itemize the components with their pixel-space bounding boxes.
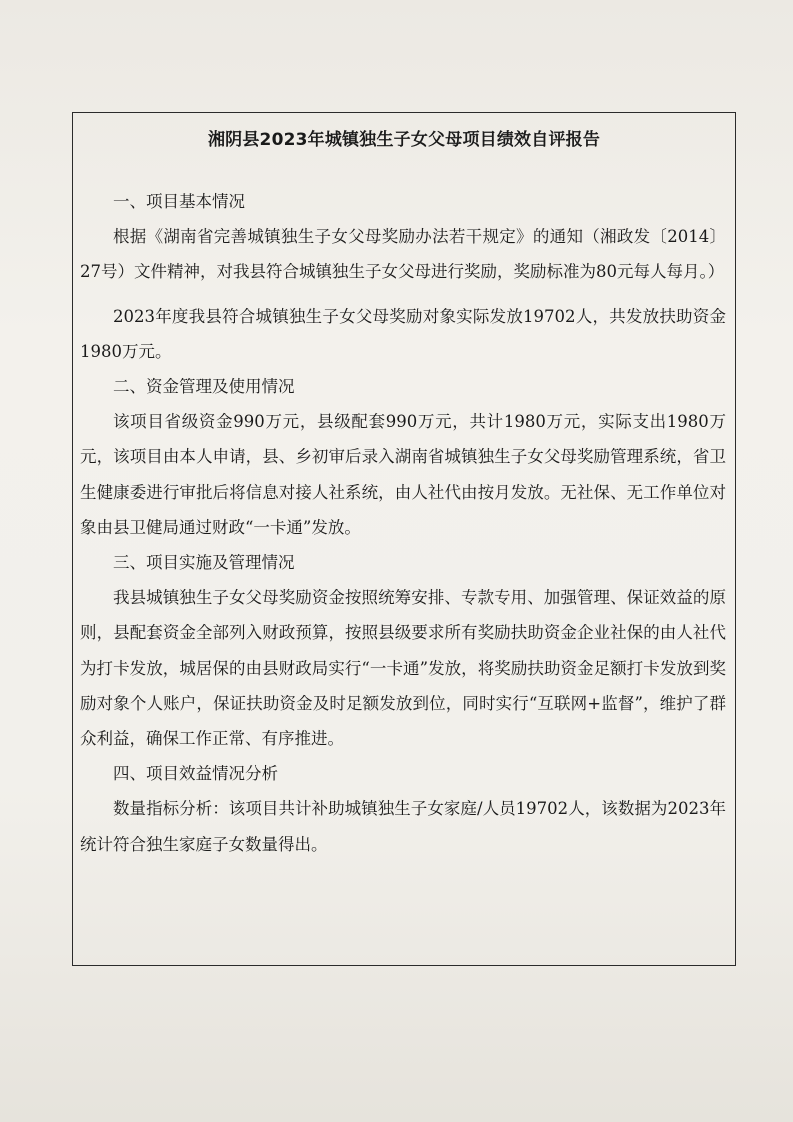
- section-2-heading: 二、资金管理及使用情况: [113, 377, 295, 397]
- section-2-paragraph-1: 该项目省级资金990万元，县级配套990万元，共计1980万元，实际支出1980万元，该项目由本人申请，县、乡初审后录入湖南省城镇独生子女父母奖励管理系统，省卫生健康委进行审批后将信息对接人社系统，由人社代由按月发放。无社保、无工作单位对象由县卫健局通过财政“一卡通”发放。: [80, 412, 726, 537]
- section-3-paragraph-1: 我县城镇独生子女父母奖励资金按照统筹安排、专款专用、加强管理、保证效益的原则，县配套资金全部列入财政预算，按照县级要求所有奖励扶助资金企业社保的由人社代为打卡发放，城居保的由县财政局实行“一卡通”发放，将奖励扶助资金足额打卡发放到奖励对象个人账户，保证扶助资金及时足额发放到位，同时实行“互联网+监督”，维护了群众利益，确保工作正常、有序推进。: [80, 588, 726, 749]
- section-3-heading: 三、项目实施及管理情况: [113, 553, 295, 573]
- section-4-paragraph-1: 数量指标分析：该项目共计补助城镇独生子女家庭/人员19702人，该数据为2023年统计符合独生家庭子女数量得出。: [80, 799, 726, 854]
- section-1-heading: 一、项目基本情况: [113, 192, 245, 211]
- section-1-paragraph-1: 根据《湖南省完善城镇独生子女父母奖励办法若干规定》的通知（湘政发〔2014〕27号）文件精神，对我县符合城镇独生子女父母进行奖励，奖励标准为80元每人每月。）: [80, 227, 726, 282]
- section-1-paragraph-2: 2023年度我县符合城镇独生子女父母奖励对象实际发放19702人，共发放扶助资金1980万元。: [80, 306, 726, 361]
- report-title: 湘阴县2023年城镇独生子女父母项目绩效自评报告: [207, 130, 601, 150]
- paragraph-spacer: [80, 290, 726, 299]
- section-4-heading: 四、项目效益情况分析: [113, 764, 278, 784]
- report-body: [80, 184, 726, 862]
